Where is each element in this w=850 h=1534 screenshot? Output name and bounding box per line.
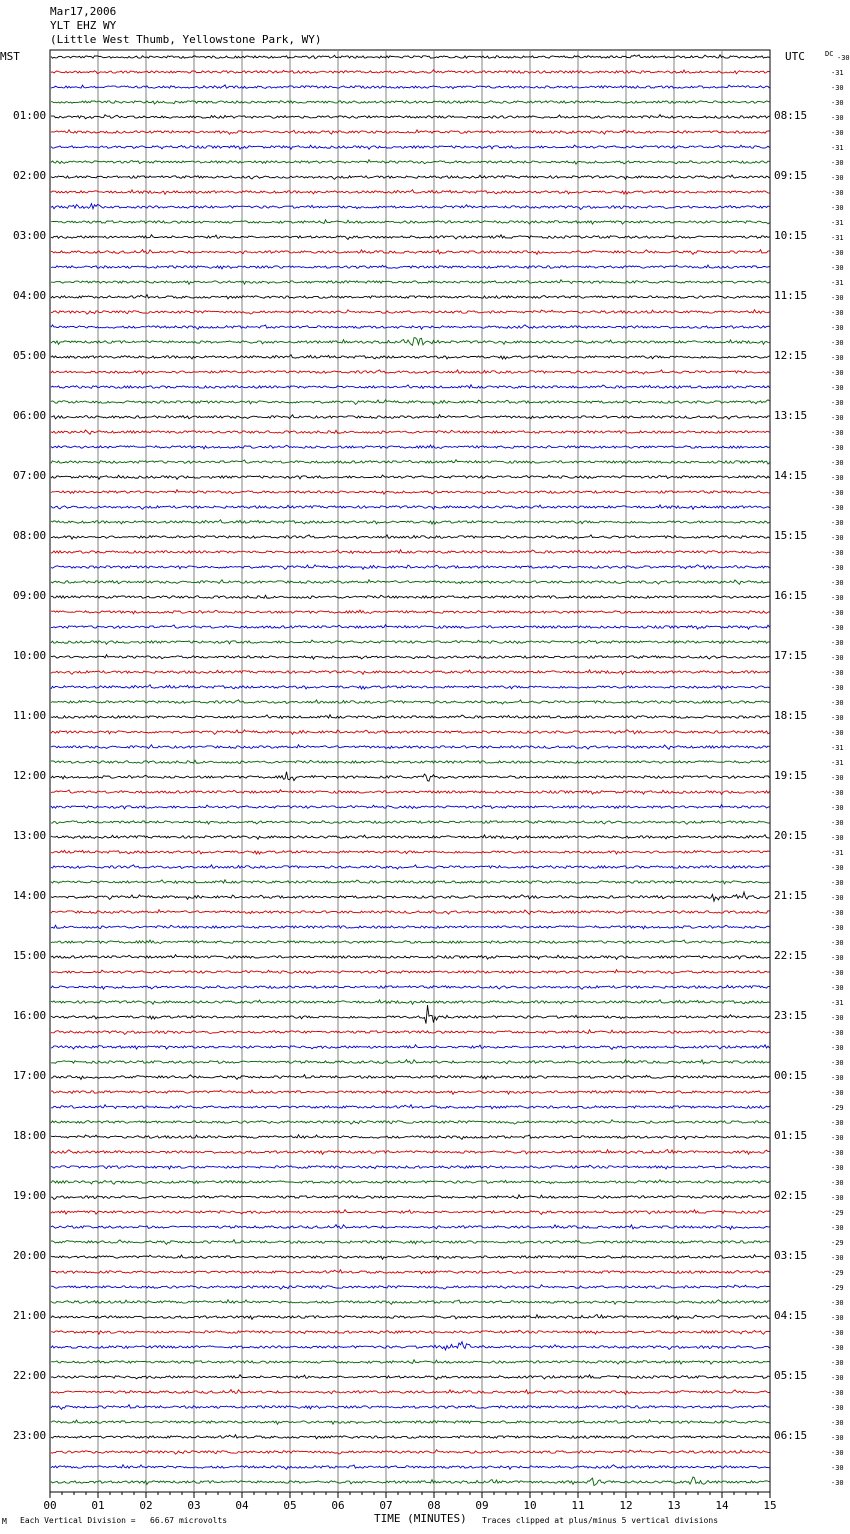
trace-row: [51, 880, 770, 884]
dc-offset-label: -30: [831, 984, 844, 992]
dc-offset-label: -30: [831, 1149, 844, 1157]
trace-row: [51, 1435, 770, 1439]
trace-row: [51, 745, 770, 750]
dc-offset-label: -30: [831, 249, 844, 257]
trace-row: [51, 101, 770, 104]
trace-row: [51, 1150, 770, 1155]
trace-row: [51, 190, 770, 195]
right-hour-label: 16:15: [774, 589, 808, 602]
dc-offset-label: -30: [831, 639, 844, 647]
trace-row: [51, 1285, 770, 1289]
dc-offset-label: -30: [831, 1359, 844, 1367]
trace-row: [51, 400, 770, 405]
trace-row: [51, 1300, 770, 1305]
dc-offset-label: -30: [831, 99, 844, 107]
dc-offset-label: -30: [831, 1014, 844, 1022]
trace-row: [51, 955, 770, 960]
dc-offset-label: -30: [831, 579, 844, 587]
dc-offset-label: -31: [831, 279, 844, 287]
dc-offset-label: -30: [831, 879, 844, 887]
left-hour-label: 22:00: [13, 1369, 47, 1382]
right-hour-label: 17:15: [774, 649, 808, 662]
left-hour-label: 07:00: [13, 469, 47, 482]
dc-offset-label: -31: [831, 144, 844, 152]
trace-row: [51, 1330, 770, 1334]
left-hour-label: 19:00: [13, 1189, 47, 1202]
trace-row: [51, 850, 770, 854]
x-tick-label: 06: [331, 1499, 345, 1512]
dc-offset-label: -30: [831, 1179, 844, 1187]
dc-offset-label: -30: [831, 1329, 844, 1337]
dc-offset-label: -29: [831, 1284, 844, 1292]
dc-offset-label: -30: [831, 624, 844, 632]
left-hour-label: 15:00: [13, 949, 47, 962]
trace-row: [51, 640, 770, 644]
right-hour-label: 08:15: [774, 109, 808, 122]
trace-row: [51, 1195, 770, 1200]
trace-row: [51, 580, 770, 585]
trace-row: [51, 1075, 770, 1080]
dc-offset-label: -30: [831, 459, 844, 467]
dc-offset-label: -30: [831, 1194, 844, 1202]
trace-row: [51, 130, 770, 135]
trace-row: [51, 1030, 770, 1035]
left-hour-label: 14:00: [13, 889, 47, 902]
x-tick-label: 08: [427, 1499, 441, 1512]
right-hour-label: 14:15: [774, 469, 808, 482]
trace-row: [51, 730, 770, 735]
x-tick-label: 09: [475, 1499, 489, 1512]
dc-offset-label: -30: [831, 1464, 844, 1472]
right-hour-label: 10:15: [774, 229, 808, 242]
dc-offset-label: -30: [831, 1404, 844, 1412]
dc-offset-label: -30: [831, 684, 844, 692]
dc-offset-label: -30: [831, 1224, 844, 1232]
corner-mark: M: [2, 1517, 7, 1526]
x-axis-title: TIME (MINUTES): [374, 1512, 467, 1525]
dc-offset-label: -30: [831, 1059, 844, 1067]
right-hour-label: 09:15: [774, 169, 808, 182]
trace-row: [51, 985, 770, 989]
dc-offset-label: -30: [831, 534, 844, 542]
trace-row: [51, 295, 770, 299]
left-hour-label: 11:00: [13, 709, 47, 722]
trace-row: [51, 70, 770, 74]
trace-row: [51, 700, 770, 704]
trace-row: [51, 1180, 770, 1185]
dc-offset-label: -30: [831, 1044, 844, 1052]
dc-offset-label: -30: [831, 1389, 844, 1397]
trace-row: [51, 355, 770, 359]
dc-offset-label: -31: [831, 69, 844, 77]
dc-offset-label: -30: [831, 894, 844, 902]
dc-offset-label: -30: [831, 1254, 844, 1262]
dc-offset-label: -30: [831, 729, 844, 737]
dc-offset-label: -30: [831, 834, 844, 842]
right-hour-label: 05:15: [774, 1369, 808, 1382]
left-hour-label: 05:00: [13, 349, 47, 362]
dc-offset-label: -30: [831, 309, 844, 317]
trace-row: [51, 445, 770, 449]
trace-row: [51, 325, 770, 330]
trace-row: [51, 1135, 770, 1140]
date-label: Mar17,2006: [50, 5, 117, 18]
dc-offset-label: -30: [831, 1374, 844, 1382]
left-hour-label: 21:00: [13, 1309, 47, 1322]
x-tick-label: 03: [187, 1499, 201, 1512]
left-hour-label: 17:00: [13, 1069, 47, 1082]
trace-row: [51, 1045, 770, 1050]
trace-row: [51, 85, 770, 89]
right-hour-label: 15:15: [774, 529, 808, 542]
trace-row: [51, 550, 770, 554]
dc-offset-label: -30: [831, 1029, 844, 1037]
trace-row: [51, 805, 770, 809]
right-hour-label: 13:15: [774, 409, 808, 422]
left-hour-label: 01:00: [13, 109, 47, 122]
trace-row: [51, 715, 770, 719]
x-tick-label: 11: [571, 1499, 585, 1512]
dc-header-label: DC: [825, 50, 834, 58]
trace-row: [51, 55, 770, 59]
dc-offset-label: -30: [831, 564, 844, 572]
dc-offset-label: -30: [831, 174, 844, 182]
dc-offset-label: -30: [831, 399, 844, 407]
trace-row: [51, 1090, 770, 1094]
trace-row: [51, 892, 770, 901]
trace-row: [51, 175, 770, 179]
dc-offset-label: -30: [831, 384, 844, 392]
station-label: YLT EHZ WY: [50, 19, 117, 32]
dc-offset-label: -30: [831, 924, 844, 932]
x-tick-label: 12: [619, 1499, 633, 1512]
dc-offset-label: -30: [831, 804, 844, 812]
dc-offset-label: -30: [831, 1119, 844, 1127]
x-tick-label: 01: [91, 1499, 105, 1512]
trace-row: [51, 265, 770, 269]
trace-row: [51, 1210, 770, 1215]
dc-offset-label: -30: [831, 789, 844, 797]
dc-offset-label: -30: [831, 669, 844, 677]
trace-row: [51, 685, 770, 689]
dc-offset-label: -30: [831, 129, 844, 137]
dc-offset-label: -30: [831, 1419, 844, 1427]
dc-offset-label: -30: [831, 204, 844, 212]
trace-row: [51, 1165, 770, 1169]
left-hour-label: 08:00: [13, 529, 47, 542]
trace-row: [51, 520, 770, 524]
dc-offset-label: -30: [831, 1134, 844, 1142]
left-hour-label: 20:00: [13, 1249, 47, 1262]
x-tick-label: 13: [667, 1499, 681, 1512]
dc-offset-label: -30: [831, 1299, 844, 1307]
right-hour-label: 23:15: [774, 1009, 808, 1022]
right-hour-label: 11:15: [774, 289, 808, 302]
trace-row: [51, 310, 770, 314]
right-hour-label: 00:15: [774, 1069, 808, 1082]
dc-offset-label: -30: [831, 159, 844, 167]
dc-offset-label: -30: [831, 189, 844, 197]
right-hour-label: 22:15: [774, 949, 808, 962]
scale-note: Each Vertical Division = 66.67 microvolts: [20, 1516, 228, 1525]
dc-offset-label: -31: [831, 219, 844, 227]
dc-offset-label: -30: [831, 864, 844, 872]
right-hour-label: 04:15: [774, 1309, 808, 1322]
dc-offset-label: -29: [831, 1269, 844, 1277]
left-hour-label: 18:00: [13, 1129, 47, 1142]
right-hour-label: 20:15: [774, 829, 808, 842]
dc-offset-label: -30: [831, 474, 844, 482]
dc-offset-label: -30: [831, 654, 844, 662]
right-hour-label: 19:15: [774, 769, 808, 782]
trace-row: [51, 1000, 770, 1005]
trace-row: [51, 235, 770, 240]
left-hour-label: 16:00: [13, 1009, 47, 1022]
left-hour-label: 04:00: [13, 289, 47, 302]
right-hour-label: 21:15: [774, 889, 808, 902]
dc-offset-label: -30: [831, 954, 844, 962]
dc-offset-label: -30: [831, 774, 844, 782]
trace-row: [51, 160, 770, 164]
trace-row: [51, 970, 770, 974]
dc-offset-label: -30: [831, 1479, 844, 1487]
trace-row: [51, 835, 770, 840]
trace-row: [51, 610, 770, 614]
trace-row: [51, 475, 770, 479]
trace-row: [51, 1465, 770, 1470]
dc-offset-label: -30: [831, 819, 844, 827]
dc-offset-label: -30: [831, 609, 844, 617]
trace-row: [51, 1405, 770, 1410]
left-hour-label: 23:00: [13, 1429, 47, 1442]
x-tick-label: 02: [139, 1499, 153, 1512]
dc-offset-label: -30: [831, 1314, 844, 1322]
right-hour-label: 01:15: [774, 1129, 808, 1142]
trace-row: [51, 1240, 770, 1245]
dc-offset-label: -31: [831, 849, 844, 857]
trace-row: [51, 910, 770, 915]
trace-row: [51, 821, 770, 825]
trace-row: [51, 1105, 770, 1109]
x-tick-label: 07: [379, 1499, 393, 1512]
x-tick-label: 00: [43, 1499, 57, 1512]
trace-row: [51, 280, 770, 285]
dc-offset-label: -30: [831, 84, 844, 92]
trace-row: [51, 204, 770, 210]
dc-offset-label: -30: [831, 264, 844, 272]
dc-offset-label: -30: [837, 54, 850, 62]
trace-row: [51, 595, 770, 598]
right-hour-label: 03:15: [774, 1249, 808, 1262]
left-hour-label: 02:00: [13, 169, 47, 182]
left-hour-label: 03:00: [13, 229, 47, 242]
trace-row: [51, 338, 770, 346]
trace-row: [51, 250, 770, 255]
trace-row: [51, 145, 770, 149]
trace-row: [51, 370, 770, 374]
trace-row: [51, 565, 770, 570]
dc-offset-label: -30: [831, 369, 844, 377]
dc-offset-label: -30: [831, 294, 844, 302]
dc-offset-label: -30: [831, 444, 844, 452]
trace-row: [51, 670, 770, 674]
right-timezone-label: UTC: [785, 50, 805, 63]
left-timezone-label: MST: [0, 50, 20, 63]
dc-offset-label: -30: [831, 1434, 844, 1442]
trace-row: [51, 772, 770, 781]
left-hour-label: 09:00: [13, 589, 47, 602]
dc-offset-label: -30: [831, 489, 844, 497]
trace-row: [51, 1360, 770, 1364]
x-tick-label: 14: [715, 1499, 729, 1512]
x-tick-label: 04: [235, 1499, 249, 1512]
dc-offset-label: -30: [831, 939, 844, 947]
trace-row: [51, 535, 770, 539]
dc-offset-label: -30: [831, 549, 844, 557]
dc-offset-label: -31: [831, 999, 844, 1007]
trace-row: [51, 490, 770, 494]
x-tick-label: 05: [283, 1499, 297, 1512]
trace-row: [51, 1390, 770, 1395]
dc-offset-label: -30: [831, 414, 844, 422]
trace-row: [51, 505, 770, 509]
dc-offset-label: -29: [831, 1239, 844, 1247]
trace-row: [51, 1060, 770, 1064]
dc-offset-label: -31: [831, 759, 844, 767]
x-tick-label: 10: [523, 1499, 537, 1512]
trace-row: [51, 385, 770, 389]
trace-row: [51, 625, 770, 629]
dc-offset-label: -30: [831, 1089, 844, 1097]
trace-row: [51, 220, 770, 224]
trace-row: [51, 1420, 770, 1425]
x-tick-label: 15: [763, 1499, 777, 1512]
dc-offset-label: -29: [831, 1104, 844, 1112]
clip-note: Traces clipped at plus/minus 5 vertical divisions: [482, 1516, 719, 1525]
left-hour-label: 10:00: [13, 649, 47, 662]
right-hour-label: 12:15: [774, 349, 808, 362]
dc-offset-label: -30: [831, 429, 844, 437]
right-hour-label: 18:15: [774, 709, 808, 722]
trace-row: [51, 1375, 770, 1380]
dc-offset-label: -31: [831, 744, 844, 752]
trace-row: [51, 115, 770, 119]
trace-row: [51, 655, 770, 659]
trace-row: [51, 1342, 770, 1350]
trace-row: [51, 1005, 770, 1023]
trace-row: [51, 1255, 770, 1260]
trace-row: [51, 940, 770, 944]
dc-offset-label: -30: [831, 504, 844, 512]
dc-offset-label: -30: [831, 339, 844, 347]
dc-offset-label: -30: [831, 969, 844, 977]
right-hour-label: 06:15: [774, 1429, 808, 1442]
trace-row: [51, 415, 770, 419]
dc-offset-label: -30: [831, 1344, 844, 1352]
trace-row: [51, 865, 770, 869]
location-label: (Little West Thumb, Yellowstone Park, WY): [50, 33, 322, 46]
dc-offset-label: -30: [831, 114, 844, 122]
dc-offset-label: -30: [831, 699, 844, 707]
dc-offset-label: -31: [831, 234, 844, 242]
dc-offset-label: -30: [831, 519, 844, 527]
trace-row: [51, 925, 770, 929]
trace-row: [51, 1450, 770, 1454]
dc-offset-label: -30: [831, 354, 844, 362]
dc-offset-label: -30: [831, 1074, 844, 1082]
dc-offset-label: -30: [831, 324, 844, 332]
dc-offset-label: -30: [831, 714, 844, 722]
trace-row: [51, 1477, 770, 1486]
dc-offset-label: -29: [831, 1209, 844, 1217]
trace-row: [51, 1315, 770, 1320]
trace-row: [51, 460, 770, 464]
right-hour-label: 02:15: [774, 1189, 808, 1202]
trace-row: [51, 790, 770, 795]
dc-offset-label: -30: [831, 1449, 844, 1457]
left-hour-label: 06:00: [13, 409, 47, 422]
trace-row: [51, 1270, 770, 1274]
dc-offset-label: -30: [831, 594, 844, 602]
trace-row: [51, 1120, 770, 1124]
trace-row: [51, 760, 770, 763]
left-hour-label: 12:00: [13, 769, 47, 782]
left-hour-label: 13:00: [13, 829, 47, 842]
dc-offset-label: -30: [831, 909, 844, 917]
dc-offset-label: -30: [831, 1164, 844, 1172]
trace-row: [51, 1225, 770, 1230]
trace-row: [51, 430, 770, 434]
